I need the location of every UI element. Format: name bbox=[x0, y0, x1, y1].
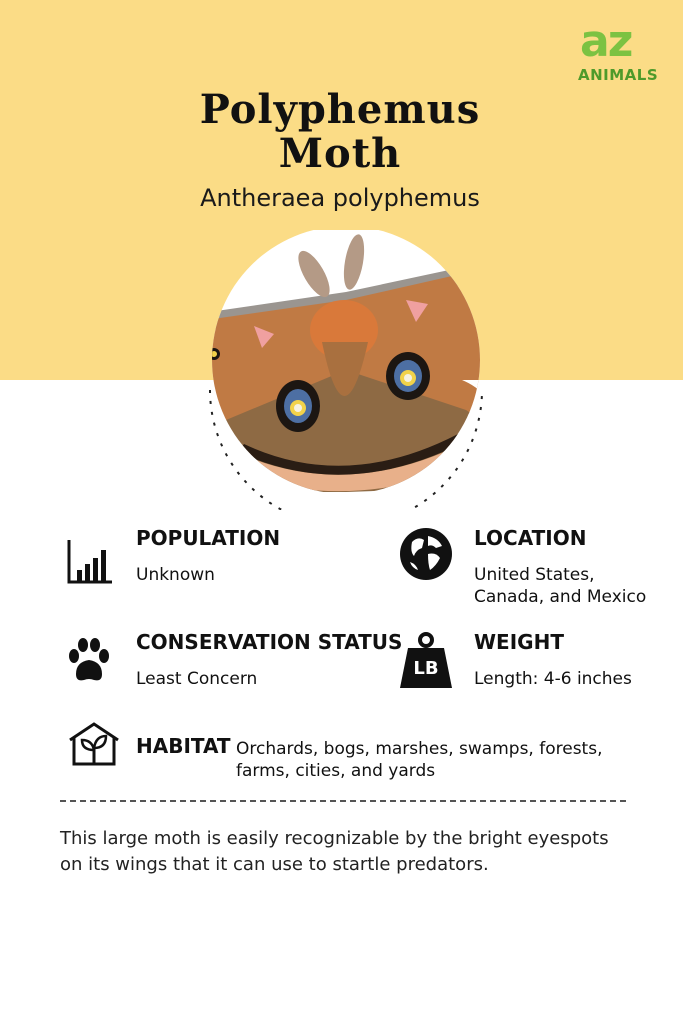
title-line-2: Moth bbox=[278, 130, 402, 177]
dashed-divider bbox=[60, 800, 626, 802]
conservation-value: Least Concern bbox=[136, 669, 258, 689]
globe-icon bbox=[398, 526, 454, 586]
az-animals-logo[interactable] bbox=[576, 16, 666, 84]
paw-icon bbox=[64, 636, 114, 690]
population-value: Unknown bbox=[136, 565, 215, 585]
logo-mark: az bbox=[580, 16, 632, 67]
scientific-name: Antheraea polyphemus bbox=[200, 184, 480, 212]
conservation-label: CONSERVATION STATUS bbox=[136, 630, 403, 654]
logo-word: ANIMALS bbox=[578, 66, 659, 84]
title-line-1: Polyphemus bbox=[199, 86, 481, 133]
habitat-value-line-1: Orchards, bogs, marshes, swamps, forests, bbox=[236, 739, 603, 759]
weight-value: Length: 4-6 inches bbox=[474, 669, 632, 689]
moth-illustration bbox=[196, 230, 496, 510]
bar-chart-icon bbox=[66, 538, 114, 590]
location-label: LOCATION bbox=[474, 526, 587, 550]
habitat-label: HABITAT bbox=[136, 734, 231, 758]
house-plant-icon bbox=[66, 720, 122, 772]
description-text: This large moth is easily recognizable by the bright eyespots on its wings that it can use to startle predators. bbox=[60, 828, 609, 875]
habitat-value-line-2: farms, cities, and yards bbox=[236, 761, 436, 781]
location-value-line-2: Canada, and Mexico bbox=[474, 587, 647, 607]
habitat-value bbox=[236, 738, 603, 782]
population-label: POPULATION bbox=[136, 526, 281, 550]
weight-lb-icon bbox=[398, 632, 454, 694]
moth-photo bbox=[196, 230, 496, 510]
location-value bbox=[474, 564, 646, 608]
page-title bbox=[120, 88, 560, 176]
weight-label: WEIGHT bbox=[474, 630, 564, 654]
weight-icon-text: LB bbox=[413, 658, 439, 679]
location-value-line-1: United States, bbox=[474, 565, 595, 585]
